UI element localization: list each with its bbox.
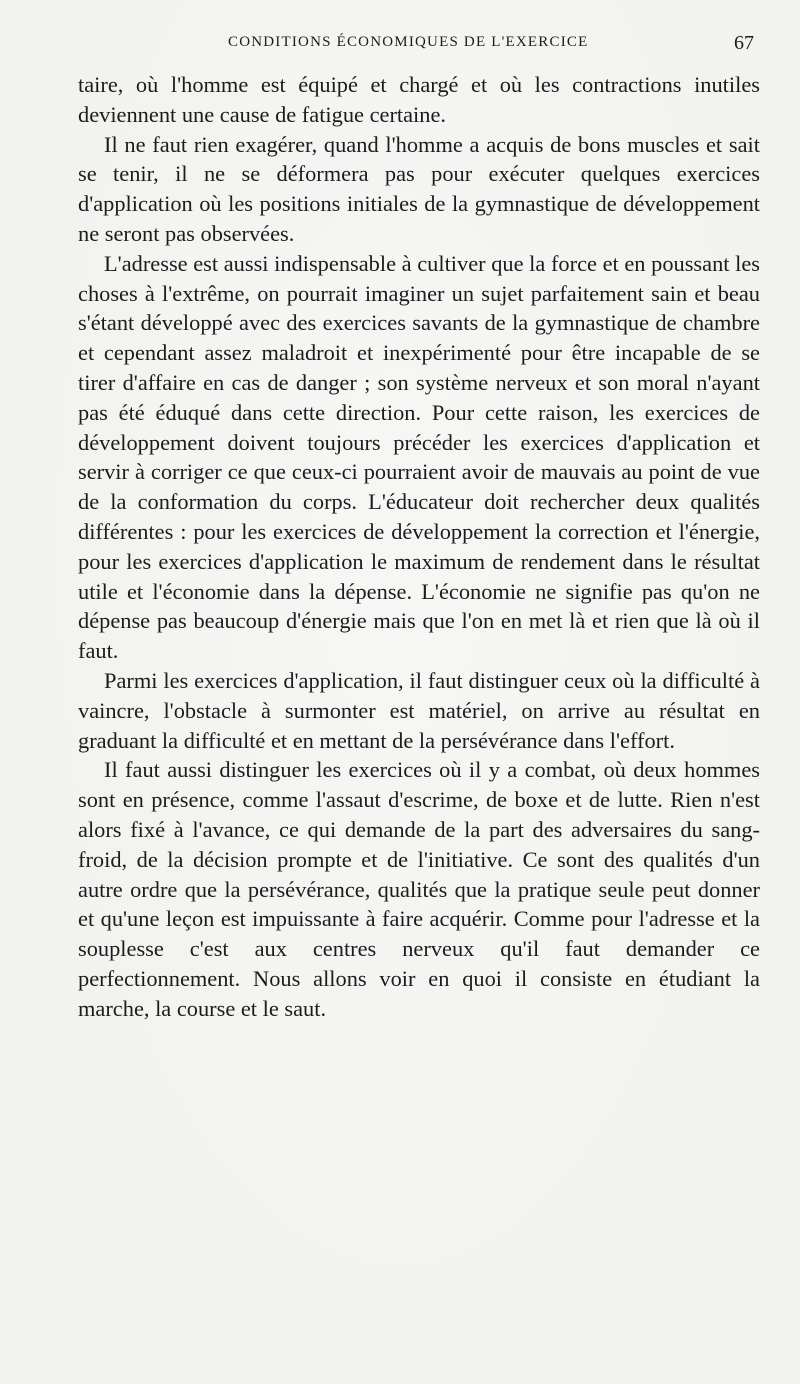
- running-head: [76, 34, 762, 58]
- page-number: 67: [734, 32, 754, 54]
- paragraph-continuation: taire, où l'homme est équipé et chargé et où les contractions inutiles deviennent une cause de fatigue certaine.: [78, 72, 760, 127]
- paragraph: L'adresse est aussi indispensable à cultiver que la force et en poussant les choses à l'extrême, on pourrait imaginer un sujet parfaitement sain et beau s'étant développé avec des exercices savants de la gymnastique de chambre et cependant assez maladroit et inexpérimenté pour être incapable de se tirer d'affaire en cas de danger ; son système nerveux et son moral n'ayant pas été éduqué dans cette direction. Pour cette raison, les exercices de développement doivent toujours précéder les exercices d'application et servir à corriger ce que ceux-ci pourraient avoir de mauvais au point de vue de la conformation du corps. L'éducateur doit rechercher deux qualités différentes : pour les exercices de développement la correction et l'énergie, pour les exercices d'application le maximum de rendement dans le résultat utile et l'économie dans la dépense. L'économie ne signifie pas qu'on ne dépense pas beaucoup d'énergie mais que l'on en met là et rien que là où il faut.: [78, 250, 760, 664]
- paragraph: Parmi les exercices d'application, il faut distinguer ceux où la difficulté à vaincre, l'obstacle à surmonter est matériel, on arrive au résultat en graduant la difficulté et en mettant de la persévérance dans l'effort.: [78, 667, 760, 753]
- paragraph: Il faut aussi distinguer les exercices où il y a combat, où deux hommes sont en présence, comme l'assaut d'escrime, de boxe et de lutte. Rien n'est alors fixé à l'avance, ce qui demande de la part des adversaires du sang-froid, de la décision prompte et de l'initiative. Ce sont des qualités d'un autre ordre que la persévérance, qualités que la pratique seule peut donner et qu'une leçon est impuissante à faire acquérir. Comme pour l'adresse et la souplesse c'est aux centres nerveux qu'il faut demander ce perfectionnement. Nous allons voir en quoi il consiste en étudiant la marche, la course et le saut.: [78, 757, 760, 1021]
- running-title: CONDITIONS ÉCONOMIQUES DE L'EXERCICE: [228, 34, 589, 50]
- body-text: [78, 70, 760, 1024]
- paragraph: Il ne faut rien exagérer, quand l'homme a acquis de bons muscles et sait se tenir, il ne se déformera pas pour exécuter quelques exercices d'application où les positions initiales de la gymnastique de développement ne seront pas observées.: [78, 131, 760, 246]
